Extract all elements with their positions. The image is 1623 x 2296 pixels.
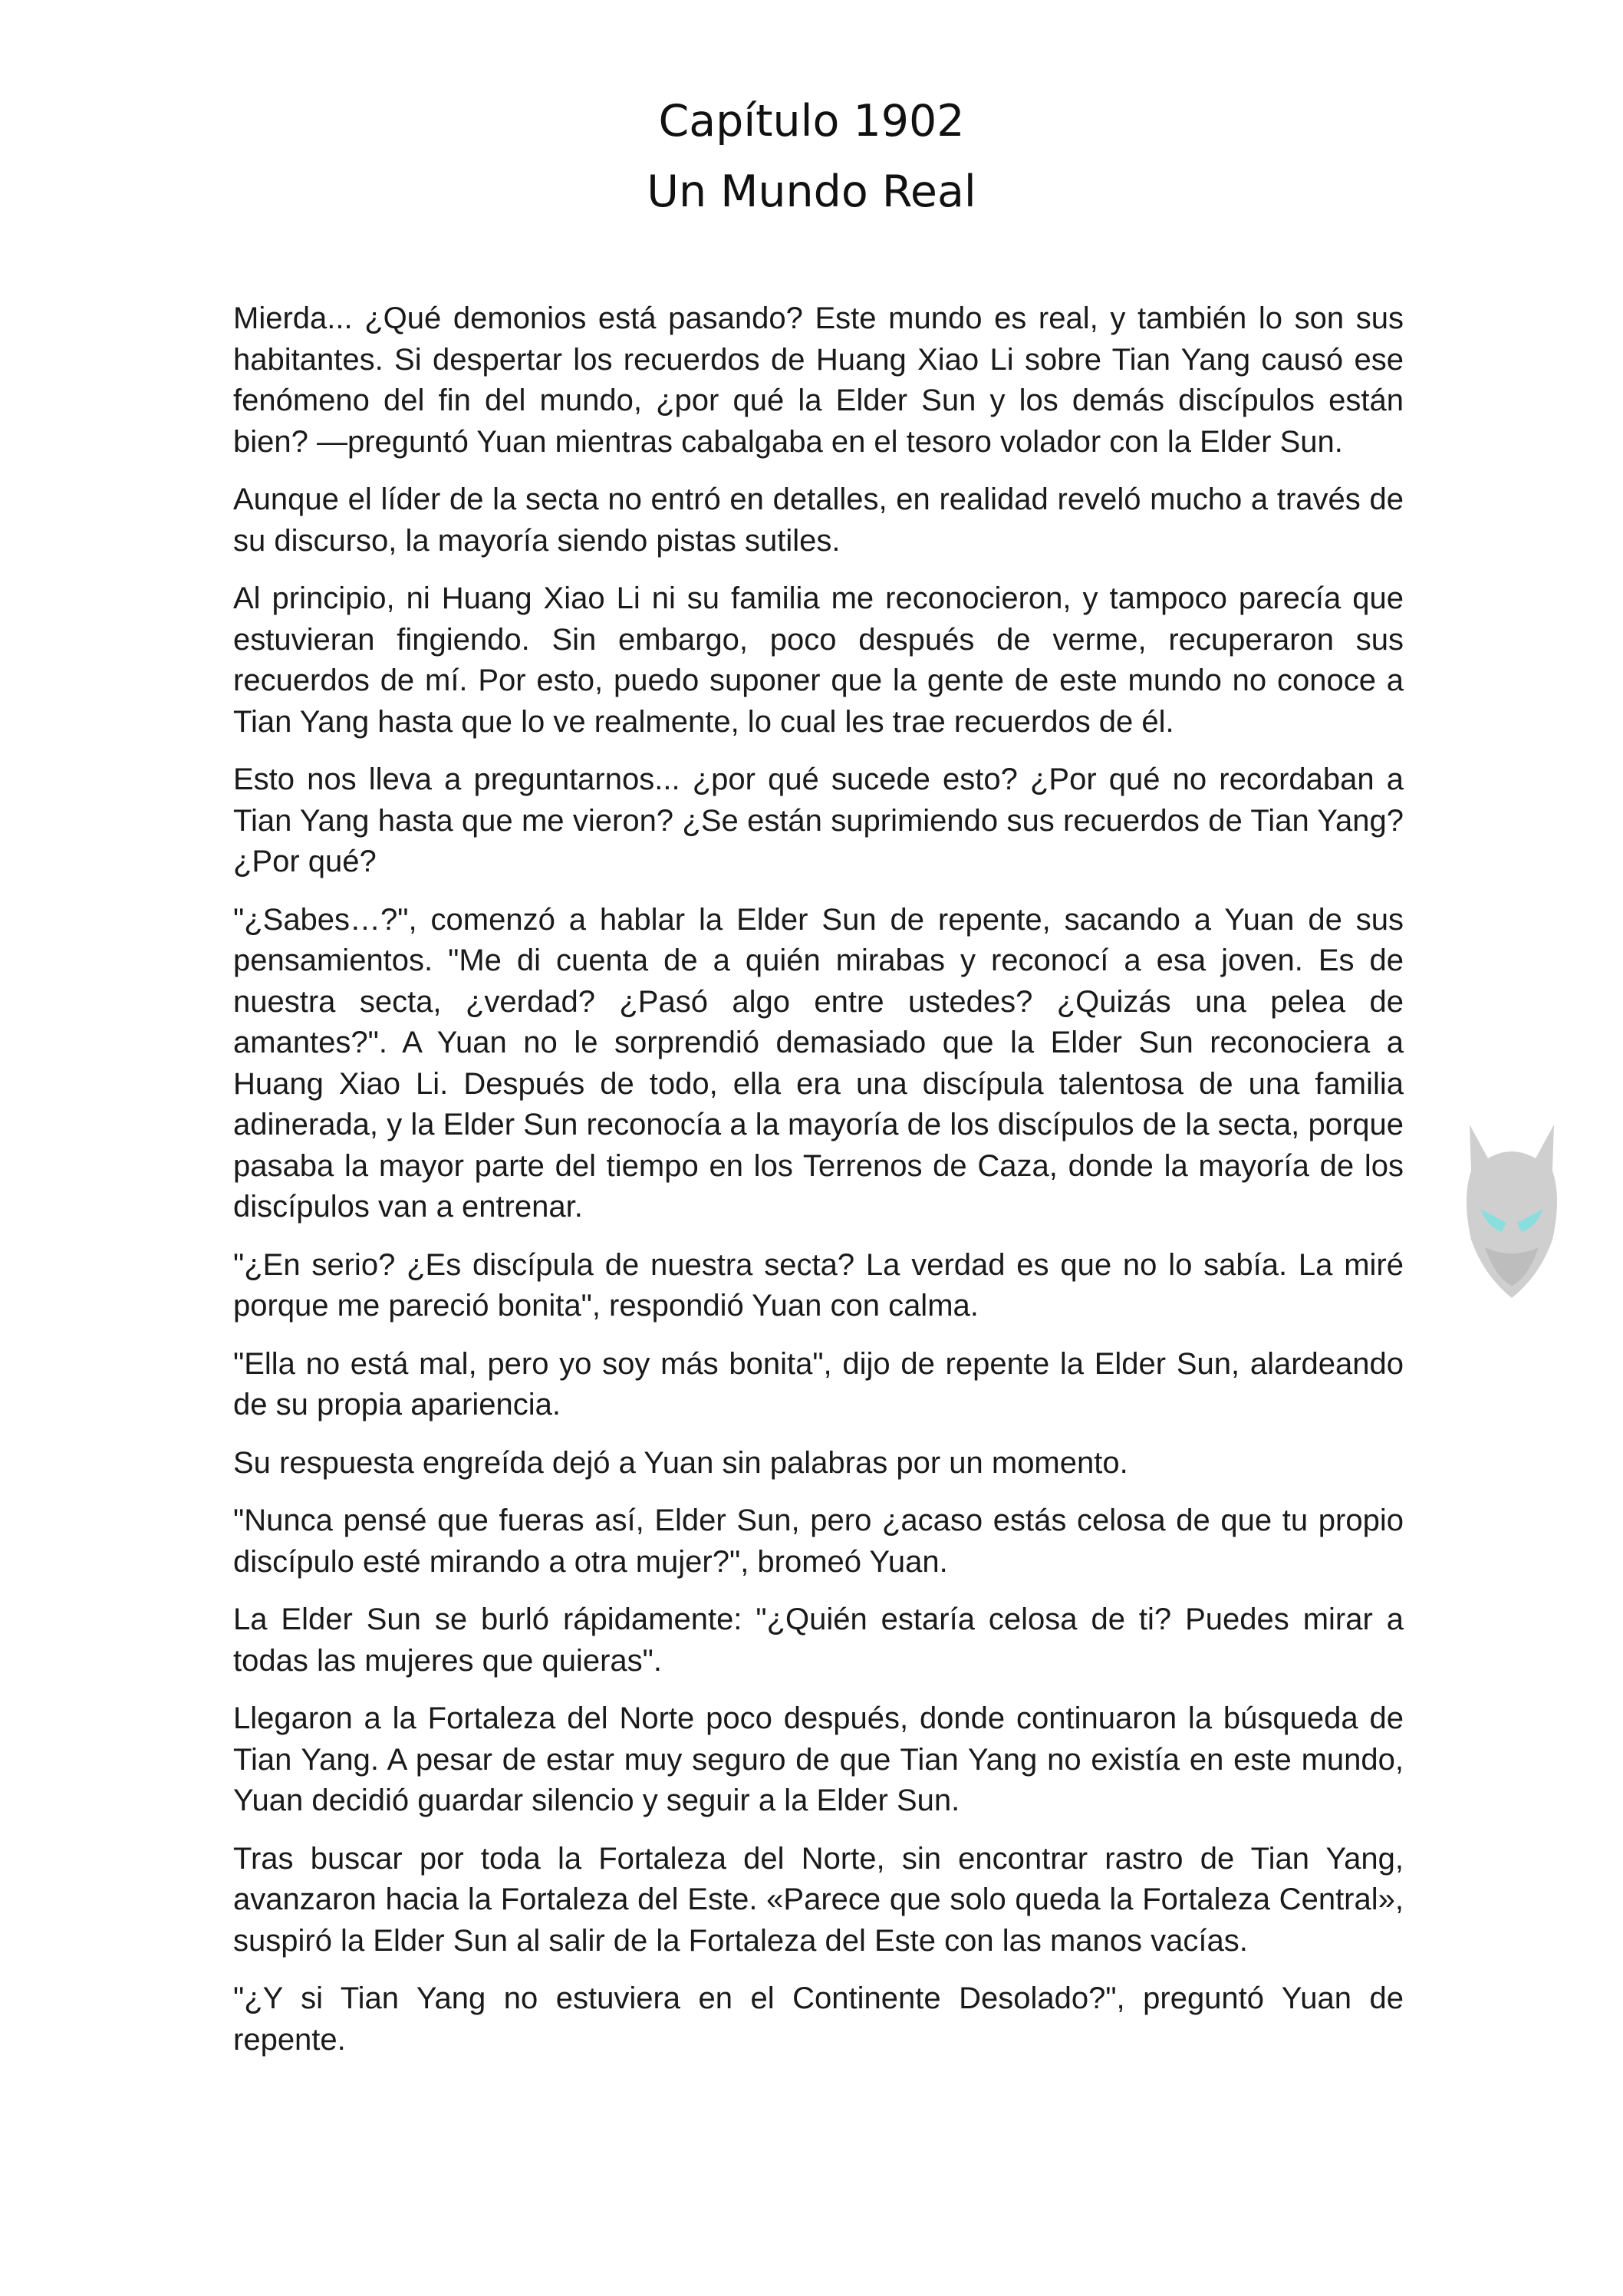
demon-head-icon bbox=[1462, 1125, 1562, 1301]
chapter-number: Capítulo 1902 bbox=[658, 96, 965, 147]
paragraph: "¿Sabes…?", comenzó a hablar la Elder Sun de repente, sacando a Yuan de sus pensamientos. "Me di cuenta de a quién mirabas y reconocí a esa joven. Es de nuestra secta, ¿verdad? ¿Pasó algo entre ustedes? ¿Quizás una pelea de amantes?". A Yuan no le sorprendió demasiado que la Elder Sun reconociera a Huang Xiao Li. Después de todo, ella era una discípula talentosa de una familia adinerada, y la Elder Sun reconocía a la mayoría de los discípulos de la secta, porque pasaba la mayor parte del tiempo en los Terrenos de Caza, donde la mayoría de los discípulos van a entrenar. bbox=[233, 902, 1404, 1224]
paragraph: "¿En serio? ¿Es discípula de nuestra secta? La verdad es que no lo sabía. La miré porque me pareció bonita", respondió Yuan con calma. bbox=[233, 1247, 1404, 1323]
paragraph: Aunque el líder de la secta no entró en detalles, en realidad reveló mucho a través de su discurso, la mayoría siendo pistas sutiles. bbox=[233, 483, 1404, 558]
chapter-body bbox=[233, 298, 1404, 2077]
paragraph: "¿Y si Tian Yang no estuviera en el Continente Desolado?", preguntó Yuan de repente. bbox=[233, 1981, 1404, 2057]
paragraph: La Elder Sun se burló rápidamente: "¿Quién estaría celosa de ti? Puedes mirar a todas las mujeres que quieras". bbox=[233, 1603, 1404, 1678]
paragraph: Su respuesta engreída dejó a Yuan sin palabras por un momento. bbox=[233, 1445, 1128, 1480]
chapter-title: Un Mundo Real bbox=[647, 166, 976, 217]
paragraph: Tras buscar por toda la Fortaleza del Norte, sin encontrar rastro de Tian Yang, avanzaron hacia la Fortaleza del Este. «Parece que solo queda la Fortaleza Central», suspiró la Elder Sun al salir de la Fortaleza del Este con las manos vacías. bbox=[233, 1841, 1404, 1958]
paragraph: Mierda... ¿Qué demonios está pasando? Este mundo es real, y también lo son sus habitantes. Si despertar los recuerdos de Huang Xiao Li sobre Tian Yang causó ese fenómeno del fin del mundo, ¿por qué la Elder Sun y los demás discípulos están bien? —preguntó Yuan mientras cabalgaba en el tesoro volador con la Elder Sun. bbox=[233, 301, 1404, 459]
paragraph: Llegaron a la Fortaleza del Norte poco después, donde continuaron la búsqueda de Tian Yang. A pesar de estar muy seguro de que Tian Yang no existía en este mundo, Yuan decidió guardar silencio y seguir a la Elder Sun. bbox=[233, 1701, 1404, 1817]
paragraph: Esto nos lleva a preguntarnos... ¿por qué sucede esto? ¿Por qué no recordaban a Tian Yang hasta que me vieron? ¿Se están suprimiendo sus recuerdos de Tian Yang? ¿Por qué? bbox=[233, 763, 1404, 878]
watermark-logo bbox=[1467, 1125, 1557, 1298]
paragraph: "Nunca pensé que fueras así, Elder Sun, pero ¿acaso estás celosa de que tu propio discípulo esté mirando a otra mujer?", bromeó Yuan. bbox=[233, 1504, 1404, 1579]
paragraph: Al principio, ni Huang Xiao Li ni su familia me reconocieron, y tampoco parecía que estuvieran fingiendo. Sin embargo, poco después de verme, recuperaron sus recuerdos de mí. Por esto, puedo suponer que la gente de este mundo no conoce a Tian Yang hasta que lo ve realmente, lo cual les trae recuerdos de él. bbox=[233, 581, 1404, 739]
paragraph: "Ella no está mal, pero yo soy más bonita", dijo de repente la Elder Sun, alardeando de su propia apariencia. bbox=[233, 1346, 1404, 1421]
